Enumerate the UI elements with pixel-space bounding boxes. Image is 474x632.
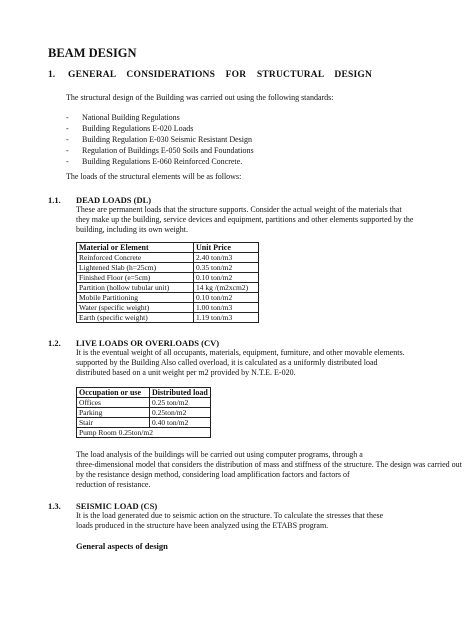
table-row: Earth (specific weight) 1.19 ton/m3 [77, 313, 259, 323]
list-item: - Building Regulations E-060 Reinforced Concrete. [66, 157, 243, 166]
section-1-title: GENERAL CONSIDERATIONS FOR STRUCTURAL DESIGN [68, 70, 373, 80]
list-item: - National Building Regulations [66, 113, 180, 122]
live-loads-body: It is the eventual weight of all occupants, materials, equipment, furniture, and other movable elements. supported by the Building Also called overload, it is calculated as a uniformly distributed load distributed based on a unit weight per m2 provided by N.T.E. E-020. [76, 348, 405, 377]
table-row: Offices 0.25 ton/m2 [77, 398, 211, 408]
seismic-load-body: It is the load generated due to seismic action on the structure. To calculate the stresses that these loads produced in the structure have been analyzed using the ETABS program. [76, 511, 384, 530]
list-item: - Building Regulation E-030 Seismic Resistant Design [66, 135, 252, 144]
table-row: Stair 0.40 ton/m2 [77, 418, 211, 428]
table-row: Water (specific weight) 1.00 ton/m3 [77, 303, 259, 313]
table-row: Reinforced Concrete 2.40 ton/m3 [77, 253, 259, 263]
table-header-row: Occupation or use Distributed load [77, 388, 211, 398]
dead-loads-heading [48, 195, 151, 205]
seismic-load-title: SEISMIC LOAD (CS) [76, 501, 158, 511]
seismic-load-number: 1.3. [48, 501, 61, 511]
dead-loads-number: 1.1. [48, 195, 61, 205]
live-loads-title: LIVE LOADS OR OVERLOADS (CV) [76, 338, 220, 348]
loads-intro: The loads of the structural elements will be as follows: [66, 172, 242, 181]
live-loads-table [76, 387, 211, 438]
list-item: - Building Regulations E-020 Loads [66, 124, 194, 133]
document-title: BEAM DESIGN [48, 46, 137, 60]
standards-intro: The structural design of the Building was carried out using the following standards: [66, 93, 334, 102]
live-loads-heading [48, 338, 219, 348]
table-row: Partition (hollow tubular unit) 14 kg /(m2xcm2) [77, 283, 259, 293]
table-row: Lightened Slab (h=25cm) 0.35 ton/m2 [77, 263, 259, 273]
table-row: Parking 0.25ton/m2 [77, 408, 211, 418]
dead-loads-table [76, 242, 259, 323]
standards-list [66, 112, 254, 167]
section-1-heading [48, 70, 372, 80]
list-item: - Regulation of Buildings E-050 Soils and Foundations [66, 146, 254, 155]
table-row: Pump Room 0.25ton/m2 [77, 428, 211, 438]
dead-loads-title: DEAD LOADS (DL) [76, 195, 152, 205]
load-analysis-paragraph: The load analysis of the buildings will be carried out using computer programs, through a three-dimensional model that considers the distribution of mass and stiffness of the structure. The design was carried out by the resistance design method, considering load amplification factors and factors of reduction of resistance. [76, 450, 462, 489]
table-header-row: Material or Element Unit Price [77, 243, 259, 253]
table-row: Finished Floor (e=5cm) 0.10 ton/m2 [77, 273, 259, 283]
seismic-load-heading [48, 501, 157, 511]
section-1-number: 1. [48, 70, 56, 80]
design-aspects-subheading: General aspects of design [76, 541, 168, 551]
table-row: Mobile Partitioning 0.10 ton/m2 [77, 293, 259, 303]
dead-loads-body: These are permanent loads that the structure supports. Consider the actual weight of the materials that they make up the building, service devices and equipment, partitions and other elements supported by the building, including its own weight. [76, 205, 414, 234]
live-loads-number: 1.2. [48, 338, 61, 348]
